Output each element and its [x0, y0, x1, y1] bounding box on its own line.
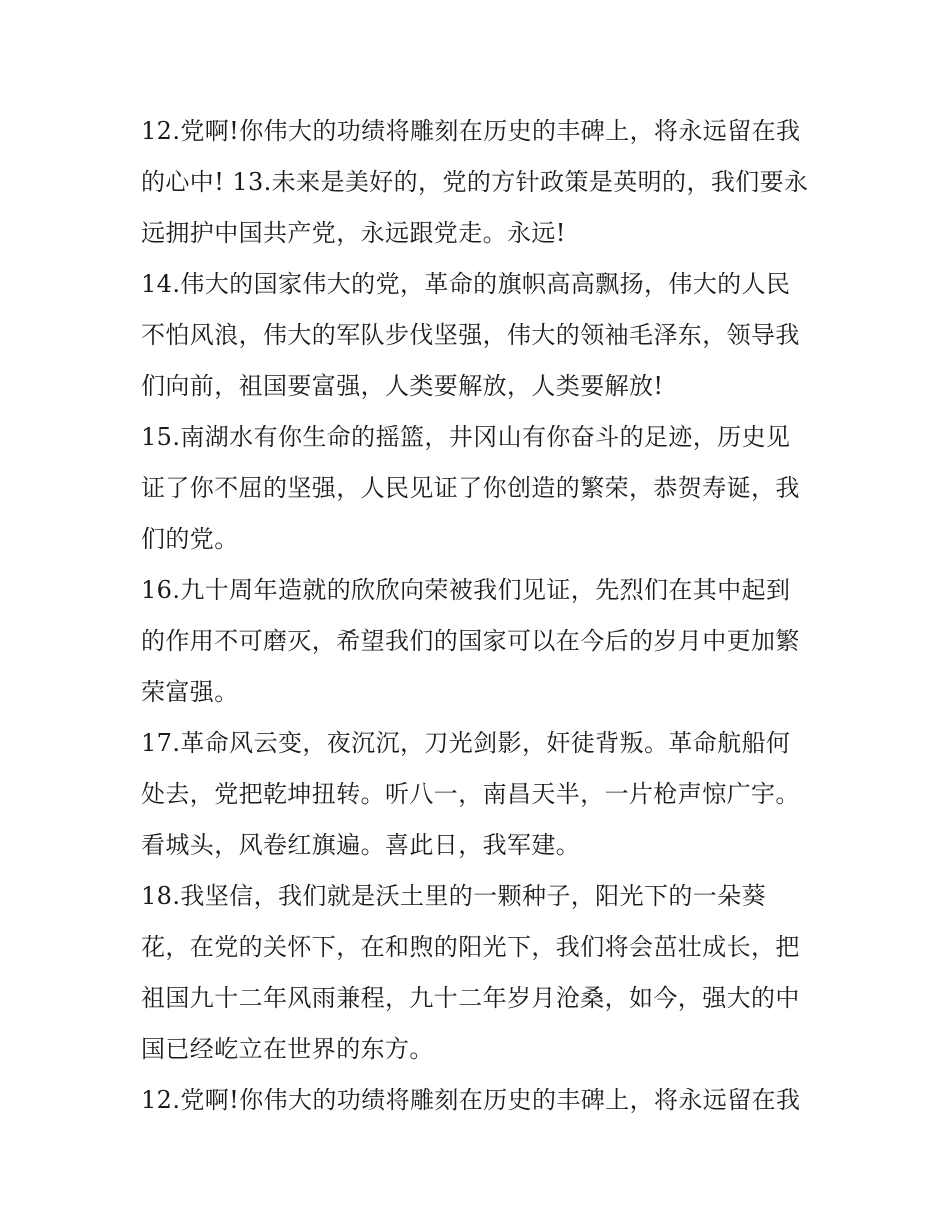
- text-line: 证了你不屈的坚强，人民见证了你创造的繁荣，恭贺寿诞，我: [141, 474, 800, 502]
- text-line: 的作用不可磨灭，希望我们的国家可以在今后的岁月中更加繁: [141, 627, 800, 655]
- text-line: 荣富强。: [141, 678, 239, 706]
- text-line: 看城头，风卷红旗遍。喜此日，我军建。: [141, 831, 581, 859]
- text-line: 15.南湖水有你生命的摇篮，井冈山有你奋斗的足迹，历史见: [141, 423, 791, 451]
- text-line: 花，在党的关怀下，在和煦的阳光下，我们将会茁壮成长，把: [141, 933, 800, 961]
- text-line: 国已经屹立在世界的东方。: [141, 1035, 434, 1063]
- text-line: 16.九十周年造就的欣欣向荣被我们见证，先烈们在其中起到: [141, 576, 791, 604]
- text-line: 们向前，祖国要富强，人类要解放，人类要解放!: [141, 372, 664, 400]
- text-line: 18.我坚信，我们就是沃土里的一颗种子，阳光下的一朵葵: [141, 882, 766, 910]
- text-line: 14.伟大的国家伟大的党，革命的旗帜高高飘扬，伟大的人民: [141, 270, 791, 298]
- text-line: 祖国九十二年风雨兼程，九十二年岁月沧桑，如今，强大的中: [141, 984, 800, 1012]
- text-line: 处去，党把乾坤扭转。听八一，南昌天半，一片枪声惊广宇。: [141, 780, 800, 808]
- document-body: [141, 106, 821, 1126]
- text-line: 12.党啊!你伟大的功绩将雕刻在历史的丰碑上，将永远留在我: [141, 117, 801, 145]
- text-line: 不怕风浪，伟大的军队步伐坚强，伟大的领袖毛泽东，领导我: [141, 321, 800, 349]
- text-line: 12.党啊!你伟大的功绩将雕刻在历史的丰碑上，将永远留在我: [141, 1086, 801, 1114]
- text-line: 17.革命风云变，夜沉沉，刀光剑影，奸徒背叛。革命航船何: [141, 729, 791, 757]
- text-line: 的心中! 13.未来是美好的，党的方针政策是英明的，我们要永: [141, 168, 809, 196]
- text-line: 们的党。: [141, 525, 239, 553]
- text-line: 远拥护中国共产党，永远跟党走。永远!: [141, 219, 566, 247]
